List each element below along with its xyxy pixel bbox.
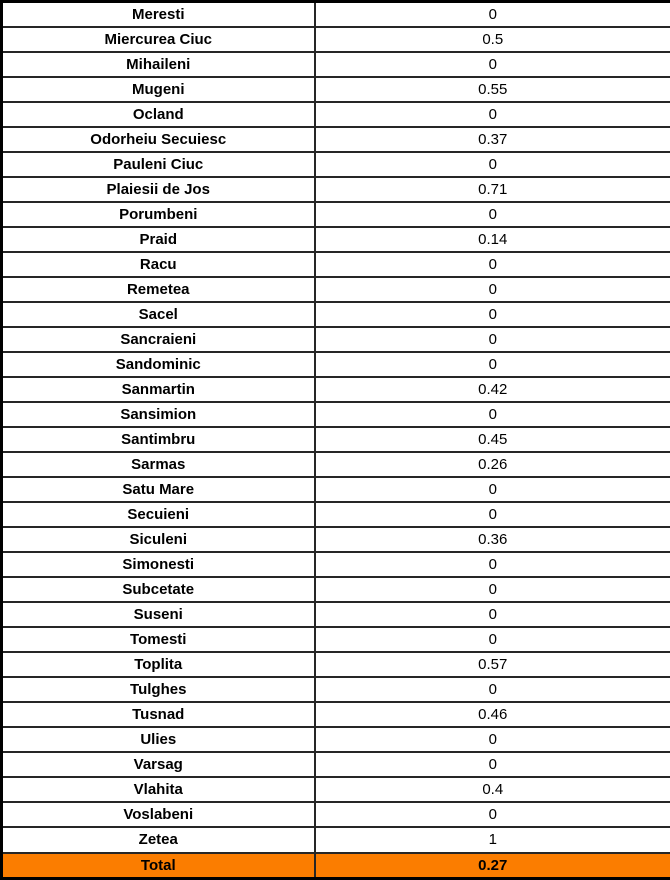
locality-cell: Miercurea Ciuc: [2, 27, 315, 52]
value-cell: 0.14: [315, 227, 670, 252]
locality-cell: Siculeni: [2, 527, 315, 552]
value-cell: 0: [315, 102, 670, 127]
value-cell: 0.55: [315, 77, 670, 102]
value-cell: 0: [315, 202, 670, 227]
table-row: [2, 752, 670, 777]
table-row: [2, 252, 670, 277]
locality-cell: Toplita: [2, 652, 315, 677]
table-row: [2, 527, 670, 552]
value-cell: 0: [315, 752, 670, 777]
table-row: [2, 727, 670, 752]
value-cell: 0: [315, 152, 670, 177]
table-row: [2, 302, 670, 327]
table-row: [2, 27, 670, 52]
locality-cell: Voslabeni: [2, 802, 315, 827]
table-row: [2, 402, 670, 427]
locality-cell: Tulghes: [2, 677, 315, 702]
locality-cell: Odorheiu Secuiesc: [2, 127, 315, 152]
locality-cell: Praid: [2, 227, 315, 252]
table-row: [2, 502, 670, 527]
locality-cell: Sandominic: [2, 352, 315, 377]
table-row: [2, 177, 670, 202]
table-row: [2, 677, 670, 702]
locality-cell: Secuieni: [2, 502, 315, 527]
locality-cell: Sarmas: [2, 452, 315, 477]
locality-cell: Porumbeni: [2, 202, 315, 227]
value-cell: 0.4: [315, 777, 670, 802]
value-cell: 0: [315, 477, 670, 502]
value-cell: 0.57: [315, 652, 670, 677]
value-cell: 0: [315, 677, 670, 702]
locality-cell: Racu: [2, 252, 315, 277]
value-cell: 0: [315, 277, 670, 302]
locality-cell: Pauleni Ciuc: [2, 152, 315, 177]
table-row: [2, 2, 670, 28]
value-cell: 0: [315, 627, 670, 652]
locality-cell: Sacel: [2, 302, 315, 327]
locality-cell: Tomesti: [2, 627, 315, 652]
locality-cell: Zetea: [2, 827, 315, 852]
locality-cell: Vlahita: [2, 777, 315, 802]
table-row: [2, 277, 670, 302]
locality-cell: Meresti: [2, 2, 315, 28]
value-cell: 0: [315, 802, 670, 827]
table-row: [2, 777, 670, 802]
table-row: [2, 427, 670, 452]
value-cell: 0.36: [315, 527, 670, 552]
value-cell: 0: [315, 327, 670, 352]
table-row: [2, 102, 670, 127]
value-cell: 0: [315, 727, 670, 752]
locality-cell: Ocland: [2, 102, 315, 127]
locality-cell: Mugeni: [2, 77, 315, 102]
value-cell: 0.37: [315, 127, 670, 152]
value-cell: 0: [315, 2, 670, 28]
locality-cell: Simonesti: [2, 552, 315, 577]
table-row: [2, 602, 670, 627]
value-cell: 0.5: [315, 27, 670, 52]
value-cell: 0: [315, 252, 670, 277]
table-row: [2, 352, 670, 377]
value-cell: 0: [315, 302, 670, 327]
value-cell: 1: [315, 827, 670, 852]
table-row: [2, 552, 670, 577]
table-row: [2, 227, 670, 252]
total-value-cell: 0.27: [315, 853, 670, 879]
value-cell: 0: [315, 502, 670, 527]
locality-cell: Suseni: [2, 602, 315, 627]
locality-cell: Sanmartin: [2, 377, 315, 402]
table-row: [2, 652, 670, 677]
locality-cell: Sansimion: [2, 402, 315, 427]
locality-cell: Remetea: [2, 277, 315, 302]
value-cell: 0: [315, 552, 670, 577]
value-cell: 0.45: [315, 427, 670, 452]
locality-cell: Varsag: [2, 752, 315, 777]
table-row: [2, 477, 670, 502]
value-cell: 0: [315, 602, 670, 627]
total-label-cell: Total: [2, 853, 315, 879]
table-row: [2, 802, 670, 827]
value-cell: 0: [315, 402, 670, 427]
locality-cell: Santimbru: [2, 427, 315, 452]
locality-cell: Mihaileni: [2, 52, 315, 77]
locality-cell: Plaiesii de Jos: [2, 177, 315, 202]
value-cell: 0.26: [315, 452, 670, 477]
table-row: [2, 327, 670, 352]
table-body: [2, 2, 670, 853]
table-row: [2, 827, 670, 852]
value-cell: 0: [315, 352, 670, 377]
table-row: [2, 452, 670, 477]
table-row: [2, 52, 670, 77]
table-row: [2, 377, 670, 402]
locality-cell: Ulies: [2, 727, 315, 752]
value-cell: 0.46: [315, 702, 670, 727]
value-cell: 0.71: [315, 177, 670, 202]
table-row: [2, 702, 670, 727]
locality-cell: Subcetate: [2, 577, 315, 602]
locality-cell: Tusnad: [2, 702, 315, 727]
value-cell: 0: [315, 577, 670, 602]
table-row: [2, 152, 670, 177]
total-row: [2, 853, 670, 879]
table-row: [2, 577, 670, 602]
value-cell: 0: [315, 52, 670, 77]
table-row: [2, 127, 670, 152]
locality-cell: Sancraieni: [2, 327, 315, 352]
table-row: [2, 627, 670, 652]
table-row: [2, 77, 670, 102]
locality-cell: Satu Mare: [2, 477, 315, 502]
table-row: [2, 202, 670, 227]
value-cell: 0.42: [315, 377, 670, 402]
